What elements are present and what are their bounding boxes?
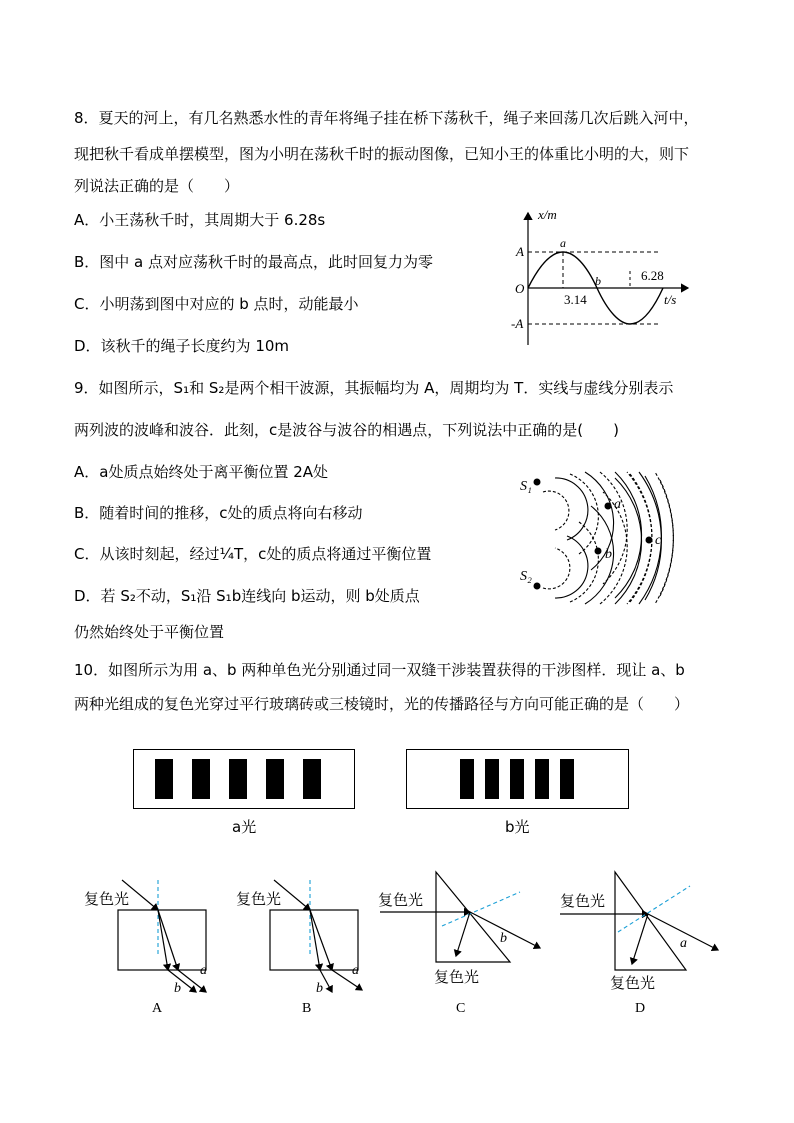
composite-light-label: 复色光 bbox=[434, 970, 480, 986]
q8-option-a: A．小王荡秋千时，其周期大于 6.28s bbox=[74, 211, 326, 229]
b-label: b bbox=[605, 547, 612, 562]
point-c-dot bbox=[646, 537, 653, 544]
q10-stem-line1: 10．如图所示为用 a、b 两种单色光分别通过同一双缝干涉装置获得的干涉图样．现让 a、b bbox=[74, 661, 685, 679]
pattern-a-caption: a光 bbox=[232, 818, 257, 836]
source-s2-dot bbox=[534, 583, 541, 590]
point-b-dot bbox=[595, 548, 602, 555]
q8-stem-line3: 列说法正确的是（ ） bbox=[74, 177, 240, 195]
origin-label: O bbox=[515, 281, 525, 296]
composite-light-label: 复色光 bbox=[560, 894, 606, 910]
q10-stem-line2: 两种光组成的复色光穿过平行玻璃砖或三棱镜时，光的传播路径与方向可能正确的是（ ） bbox=[74, 695, 690, 713]
choice-label-d: D bbox=[635, 1001, 646, 1016]
q9-stem-line2: 两列波的波峰和波谷．此刻，c是波谷与波谷的相遇点，下列说法中正确的是( ) bbox=[74, 421, 619, 439]
q9-option-a: A．a处质点始终处于离平衡位置 2A处 bbox=[74, 463, 329, 481]
neg-amp-label: -A bbox=[511, 316, 524, 331]
point-a-dot bbox=[605, 503, 612, 510]
q9-option-d: D．若 S₂不动，S₁沿 S₁b连线向 b运动，则 b处质点 bbox=[74, 587, 420, 605]
point-b-label: b bbox=[595, 274, 601, 288]
composite-light-label: 复色光 bbox=[610, 976, 656, 992]
point-a-label: a bbox=[560, 236, 566, 250]
composite-light-label: 复色光 bbox=[84, 892, 130, 908]
q9-option-c: C．从该时刻起，经过¼T，c处的质点将通过平衡位置 bbox=[74, 545, 432, 563]
ray-a-label: a bbox=[352, 963, 359, 978]
q8-option-d: D．该秋千的绳子长度约为 10m bbox=[74, 337, 290, 355]
pattern-b-caption: b光 bbox=[505, 818, 530, 836]
pattern-a-box bbox=[133, 749, 355, 809]
composite-light-label: 复色光 bbox=[236, 892, 282, 908]
q8-option-b: B．图中 a 点对应荡秋千时的最高点，此时回复力为零 bbox=[74, 253, 434, 271]
ray-a-label: a bbox=[680, 936, 687, 951]
choice-label-c: C bbox=[456, 1001, 466, 1016]
choice-label-b: B bbox=[302, 1001, 312, 1016]
q8-oscillation-graph bbox=[508, 205, 698, 350]
q8-stem-line2: 现把秋千看成单摆模型，图为小明在荡秋千时的振动图像，已知小王的体重比小明的大，则下 bbox=[74, 145, 690, 163]
q8-option-c: C．小明荡到图中对应的 b 点时，动能最小 bbox=[74, 295, 359, 313]
diagram-c bbox=[378, 872, 540, 1016]
tick-full-label: 6.28 bbox=[641, 268, 664, 283]
q8-stem-line1: 8．夏天的河上，有几名熟悉水性的青年将绳子挂在桥下荡秋千，绳子来回荡几次后跳入河中， bbox=[74, 109, 699, 127]
ray-b-label: b bbox=[316, 981, 323, 996]
diagram-a bbox=[84, 880, 207, 1016]
diagram-d bbox=[560, 872, 718, 1016]
c-label: c bbox=[655, 533, 662, 548]
s2-label: S₂ bbox=[520, 569, 532, 584]
q9-interference-figure bbox=[515, 470, 695, 605]
x-axis-label: t/s bbox=[664, 292, 677, 307]
a-label: a bbox=[614, 497, 621, 512]
q9-stem-line1: 9．如图所示，S₁和 S₂是两个相干波源，其振幅均为 A，周期均为 T．实线与虚线分别表示 bbox=[74, 379, 674, 397]
amp-label: A bbox=[516, 244, 524, 259]
ray-b-label: b bbox=[500, 931, 507, 946]
q9-option-d-cont: 仍然始终处于平衡位置 bbox=[74, 623, 225, 641]
pattern-b-box bbox=[406, 749, 629, 809]
tick-half-label: 3.14 bbox=[564, 292, 587, 307]
ray-b-label: b bbox=[174, 981, 181, 996]
y-axis-label: x/m bbox=[538, 207, 557, 222]
s1-label: S₁ bbox=[520, 479, 532, 494]
q10-ray-diagrams bbox=[70, 862, 730, 1022]
source-s1-dot bbox=[534, 479, 541, 486]
choice-label-a: A bbox=[152, 1001, 163, 1016]
diagram-b bbox=[236, 880, 362, 1016]
q9-option-b: B．随着时间的推移，c处的质点将向右移动 bbox=[74, 504, 363, 522]
ray-a-label: a bbox=[200, 963, 207, 978]
composite-light-label: 复色光 bbox=[378, 893, 424, 909]
